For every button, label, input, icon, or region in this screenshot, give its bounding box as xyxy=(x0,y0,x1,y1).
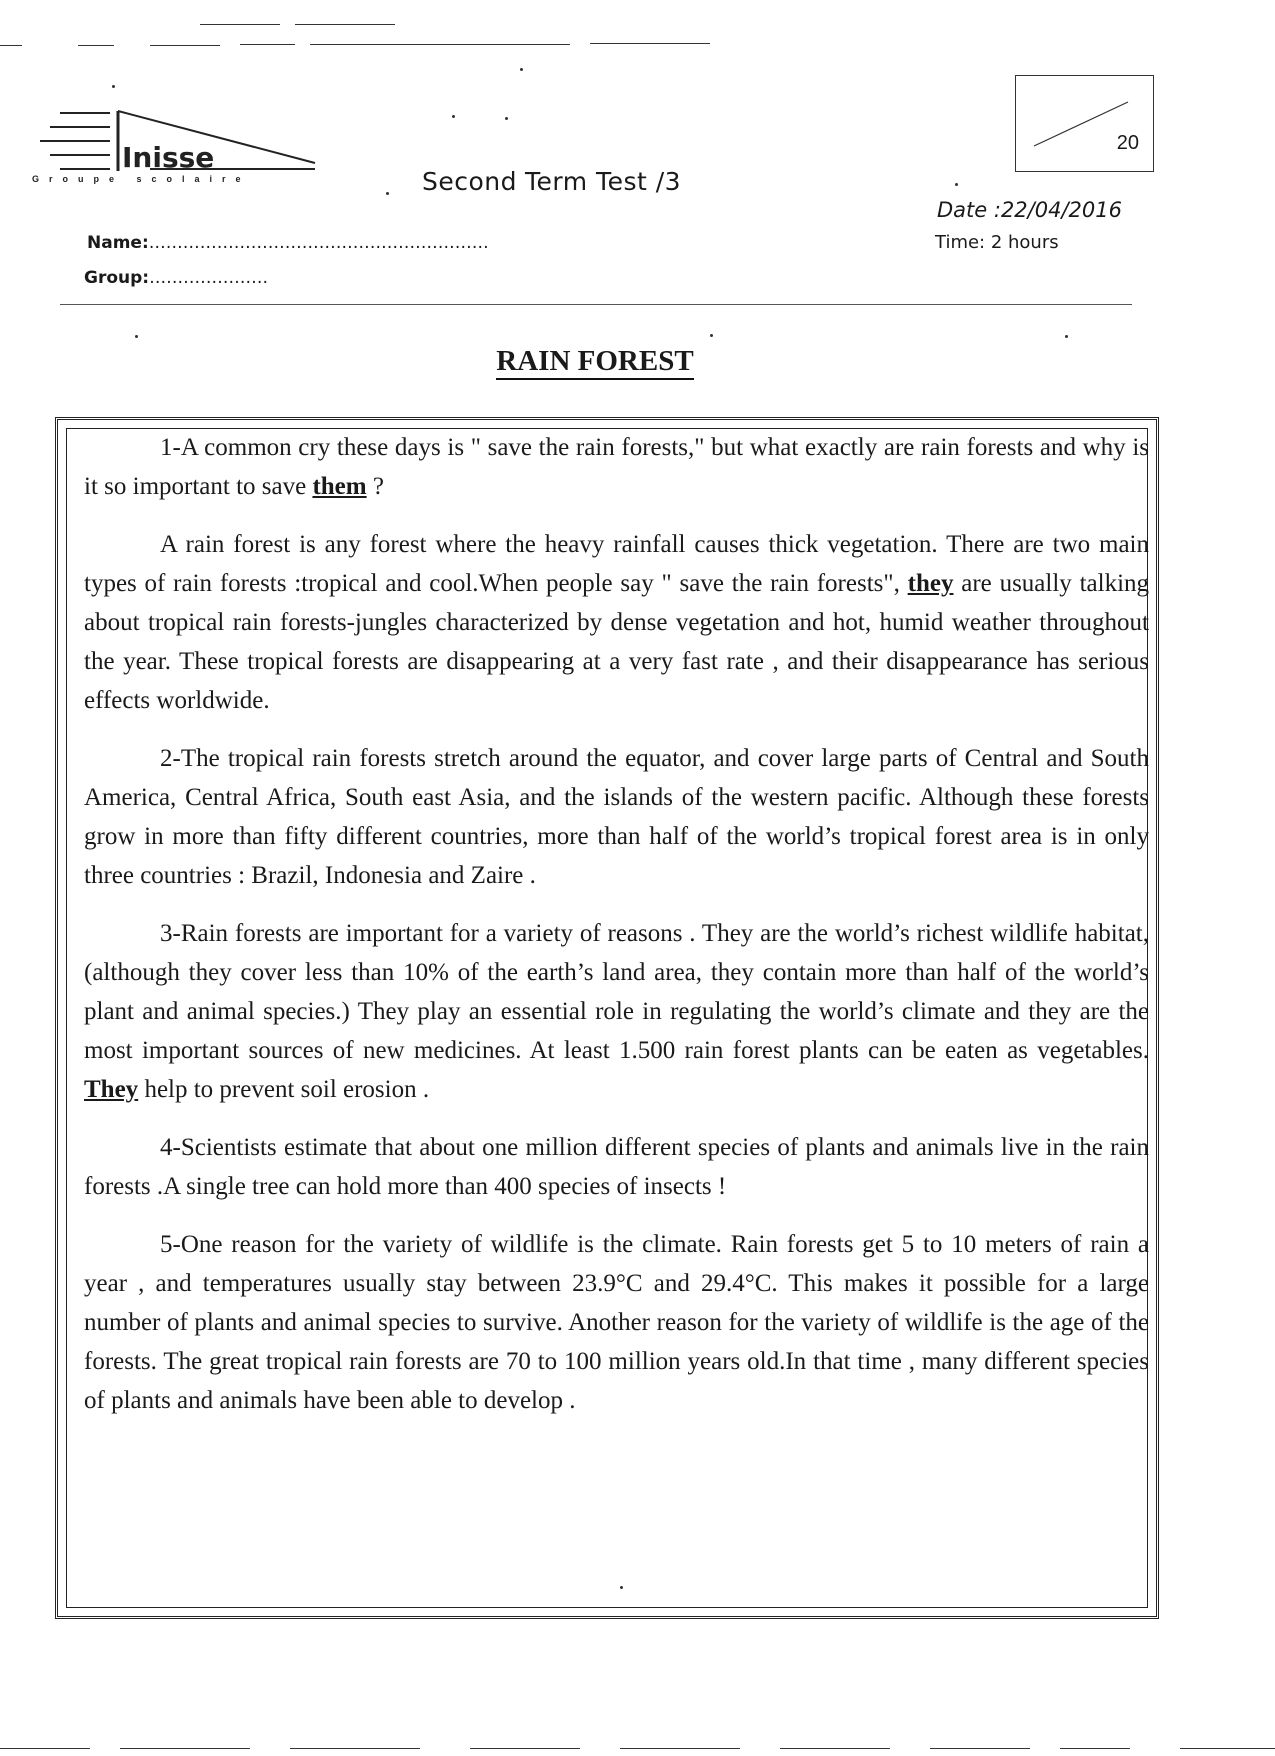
passage-body xyxy=(84,428,1149,1439)
name-label: Name: xyxy=(87,233,149,253)
reference-word-them: them xyxy=(312,473,367,500)
test-title xyxy=(422,167,681,196)
paragraph-3: 2-The tropical rain forests stretch around the equator, and cover large parts of Central and South America, Central Africa, South east Asia, and the islands of the western pacific. Although these forests grow in more than fifty different countries, more than half of the world’s tropical forest area is in only three countries : Brazil, Indonesia and Zaire . xyxy=(84,745,1149,889)
paragraph-4-text: 3-Rain forests are important for a variety of reasons . They are the world’s richest wildlife habitat, (although they cover less than 10% of the earth’s land area, they contain more than half of the world’s plant and animal species.) They play an essential role in regulating the world’s climate and they are the most important sources of new medicines. At least 1.500 rain forest plants can be eaten as vegetables. xyxy=(84,920,1149,1064)
paragraph-2-text: A rain forest is any forest where the heavy rainfall causes thick vegetation. There are two main types of rain forests :tropical and cool.When people say " save the rain forests", xyxy=(84,531,1149,597)
scan-dot xyxy=(386,192,389,195)
name-blank[interactable]: …………………………………………………… xyxy=(148,233,489,253)
scan-artifact-line xyxy=(310,44,570,45)
scan-artifact-line xyxy=(78,45,114,46)
paragraph-5: 4-Scientists estimate that about one million different species of plants and animals live in the rain forests .A single tree can hold more than 400 species of insects ! xyxy=(84,1134,1149,1200)
scan-dot xyxy=(710,334,713,337)
scan-artifact-line xyxy=(240,44,295,45)
header-divider xyxy=(60,304,1132,305)
paragraph-1-text: 1-A common cry these days is " save the rain forests," but what exactly are rain forests and why is it so important to save xyxy=(84,434,1149,500)
test-duration: Time: 2 hours xyxy=(935,232,1059,253)
scan-artifact-line xyxy=(150,45,220,46)
scan-dot xyxy=(135,335,138,338)
scan-artifact-line xyxy=(930,1748,1030,1749)
paragraph-4-rest: help to prevent soil erosion . xyxy=(144,1076,430,1103)
logo-text: Inisse xyxy=(122,141,215,174)
scan-artifact-line xyxy=(620,1748,740,1749)
scan-artifact-line xyxy=(200,24,280,25)
passage-title xyxy=(0,345,1190,378)
test-title-part-a: Second xyxy=(422,167,518,196)
scan-artifact-line xyxy=(120,1748,250,1749)
scan-dot xyxy=(452,115,455,118)
scan-dot xyxy=(1065,335,1068,338)
score-slash xyxy=(1016,76,1153,171)
test-date: Date :22/04/2016 xyxy=(937,198,1122,222)
scan-dot xyxy=(505,117,508,120)
scan-artifact-line xyxy=(0,1748,90,1749)
group-label: Group: xyxy=(84,268,150,288)
paragraph-6: 5-One reason for the variety of wildlife is the climate. Rain forests get 5 to 10 meters of rain a year , and temperatures usually stay between 23.9°C and 29.4°C. This makes it possible for a large number of plants and animal species to survive. Another reason for the variety of wildlife is the age of the forests. The great tropical rain forests are 70 to 100 million years old.In that time , many different species of plants and animals have been able to develop . xyxy=(84,1231,1149,1414)
scan-artifact-line xyxy=(780,1748,890,1749)
scan-dot xyxy=(112,85,115,88)
scan-dot xyxy=(520,68,523,71)
test-title-part-b: Term Test /3 xyxy=(525,167,682,196)
score-box xyxy=(1015,75,1154,172)
scan-artifact-line xyxy=(590,43,710,44)
score-max: 20 xyxy=(1116,132,1139,154)
reference-word-they: they xyxy=(907,570,954,597)
scan-artifact-line xyxy=(470,1748,580,1749)
name-field[interactable] xyxy=(87,233,489,253)
reference-word-they-2: They xyxy=(84,1076,139,1103)
group-blank[interactable]: ………………… xyxy=(149,268,269,288)
scan-artifact-line xyxy=(1180,1748,1275,1749)
paragraph-2-rest: are usually talking about tropical rain forests-jungles characterized by dense vegetation and hot, humid weather throughout the year. These tropical forests are disappearing at a very fast rate , and their disappearance has serious effects worldwide. xyxy=(84,570,1150,714)
paragraph-1 xyxy=(84,428,1149,506)
logo-subtitle: Groupe scolaire xyxy=(32,174,251,184)
group-field[interactable] xyxy=(84,268,268,288)
scan-artifact-line xyxy=(0,45,22,46)
scan-dot xyxy=(955,183,958,186)
scan-artifact-line xyxy=(295,24,395,25)
paragraph-1-end: ? xyxy=(372,473,384,500)
scan-artifact-line xyxy=(1060,1748,1130,1749)
scan-artifact-line xyxy=(290,1748,420,1749)
passage-title-text: RAIN FOREST xyxy=(496,345,693,380)
paragraph-4 xyxy=(84,914,1149,1109)
paragraph-2 xyxy=(84,525,1149,720)
school-logo xyxy=(30,105,320,185)
